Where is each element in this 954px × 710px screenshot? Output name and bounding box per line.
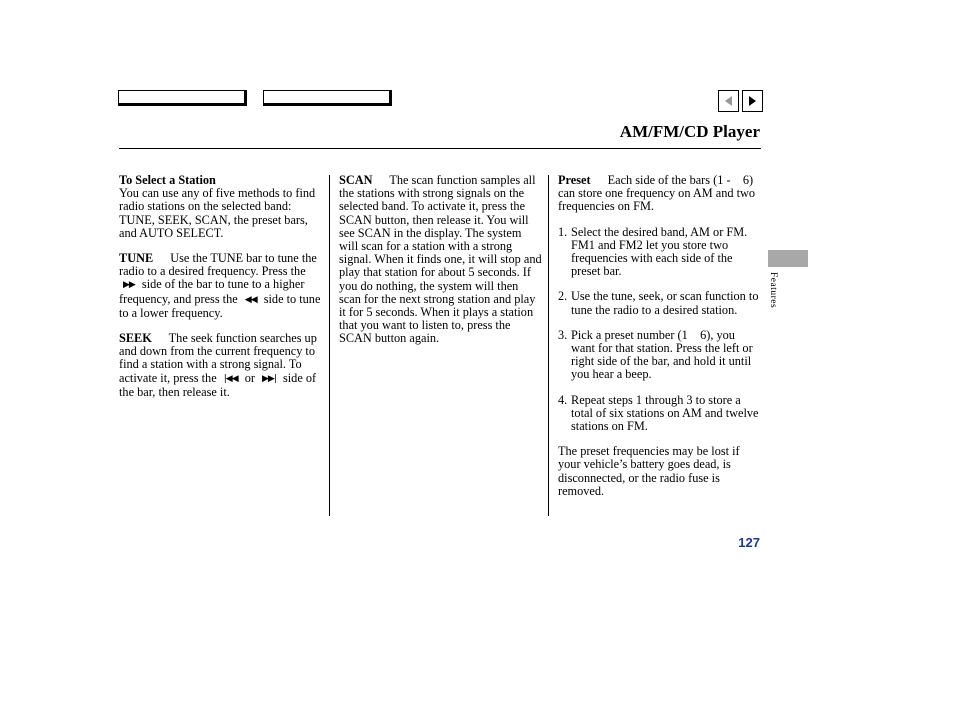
intro-text: You can use any of five methods to find radio stations on the selected band: TUNE, SEEK, SCAN, the preset bars, and AUTO SELECT. (119, 186, 316, 240)
section-heading: To Select a Station (119, 173, 216, 187)
step-number: 1. (558, 224, 568, 239)
section-tab[interactable] (768, 250, 808, 267)
preset-text: Each side of the bars (1 - 6) can store one frequency on AM and two frequencies on FM. (558, 173, 759, 214)
arrow-right-icon (749, 96, 756, 106)
list-item (558, 226, 761, 279)
seek-text-or: or (244, 370, 255, 385)
step-text: Repeat steps 1 through 3 to store a total of six stations on AM and twelve stations on FM. (571, 392, 759, 434)
preset-heading: Preset (558, 173, 591, 187)
column-divider-2 (548, 175, 549, 516)
seek-text-b: side of the bar, then release it. (119, 370, 317, 399)
tune-paragraph (119, 252, 321, 320)
nav-main-menu-button[interactable] (118, 90, 247, 106)
tune-text-a: Use the TUNE bar to tune the radio to a desired frequency. Press the (119, 251, 317, 279)
arrow-left-icon (725, 96, 732, 106)
tune-text-b: side of the bar to tune to a higher frequency, and press the (119, 277, 305, 306)
step-number: 3. (558, 327, 568, 342)
tune-text-c: side to tune to a lower frequency. (119, 291, 321, 320)
step-number: 2. (558, 289, 568, 304)
step-number: 4. (558, 392, 568, 407)
section-side-label: Features (768, 272, 778, 309)
header-divider (119, 148, 761, 149)
column-1 (119, 174, 321, 411)
list-item (558, 329, 761, 382)
list-item (558, 290, 761, 316)
scan-text: The scan function samples all the stations with strong signals on the selected band. To activate it, press the SCAN button, then release it. You will see SCAN in the display. The system will scan for a station with a strong signal. When it finds one, it will stop and play that station for about 5 seconds. If you do nothing, the system will then scan for the next strong station and play it for 5 seconds. When it plays a station that you want to listen to, press the SCAN button again. (339, 173, 542, 346)
list-item (558, 394, 761, 434)
step-text: Select the desired band, AM or FM. FM1 and FM2 let you store two frequencies with each side of the preset bar. (571, 224, 748, 279)
previous-page-button[interactable] (718, 90, 739, 112)
scan-heading: SCAN (339, 173, 373, 187)
preset-steps-list (558, 226, 761, 434)
column-2 (339, 174, 542, 358)
scan-paragraph (339, 174, 542, 346)
step-text: Use the tune, seek, or scan function to tune the radio to a desired station. (571, 289, 759, 317)
seek-heading: SEEK (119, 331, 152, 346)
fast-forward-icon: ▶▶ (123, 280, 135, 291)
step-text: Pick a preset number (1 6), you want for that station. Press the left or right side of the bar, and hold it until you hear a beep. (571, 327, 756, 382)
preset-note: The preset frequencies may be lost if your vehicle’s battery goes dead, is disconnected, or the radio fuse is removed. (558, 444, 740, 498)
nav-index-button[interactable] (263, 90, 392, 106)
column-divider-1 (329, 175, 330, 516)
skip-back-icon: |◀◀ (223, 373, 238, 384)
seek-text-a: The seek function searches up and down from the current frequency to find a station with a strong signal. To activate it, press the (119, 331, 317, 385)
preset-paragraph (558, 174, 761, 214)
page-number: 127 (738, 535, 760, 550)
next-page-button[interactable] (742, 90, 763, 112)
skip-forward-icon: ▶▶| (262, 373, 276, 384)
column-3 (558, 174, 761, 510)
seek-paragraph (119, 332, 321, 399)
tune-heading: TUNE (119, 251, 154, 266)
page-title: AM/FM/CD Player (619, 122, 760, 141)
rewind-icon: ◀◀ (244, 294, 257, 305)
